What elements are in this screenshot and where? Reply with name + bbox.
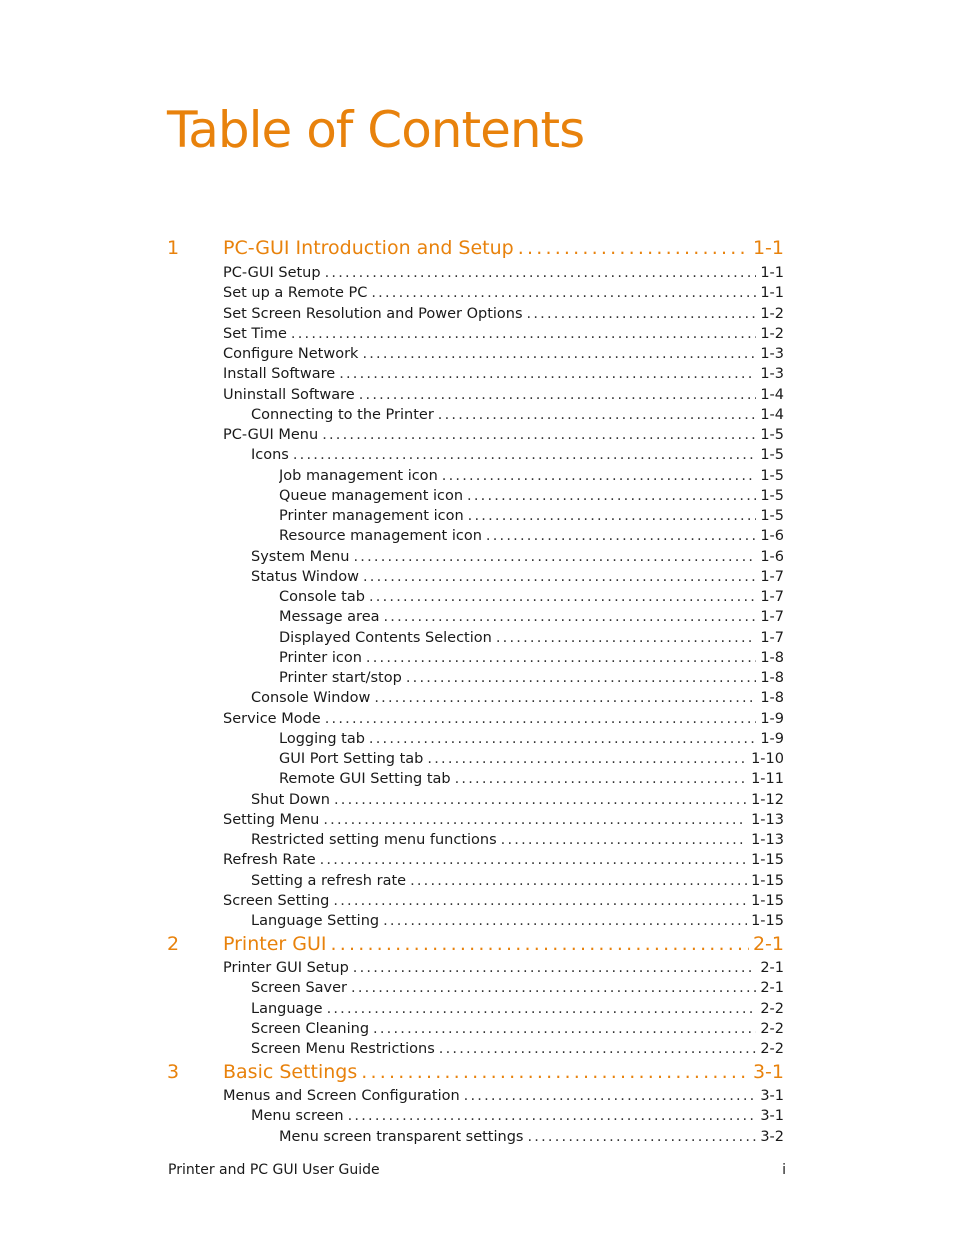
toc-entry[interactable]	[279, 769, 784, 789]
entry-page: 1-5	[760, 508, 784, 524]
entry-page: 1-15	[751, 852, 784, 869]
toc-entry[interactable]	[223, 425, 784, 445]
entry-title: Setting Menu	[223, 811, 320, 828]
entry-title: Set Screen Resolution and Power Options	[223, 305, 523, 322]
footer-page-number: i	[782, 1162, 786, 1178]
dot-leader	[406, 668, 756, 688]
entry-page: 1-4	[760, 406, 784, 423]
entry-title: Printer GUI Setup	[223, 960, 349, 976]
dot-leader	[327, 999, 757, 1019]
dot-leader	[366, 648, 756, 668]
toc-entry[interactable]	[223, 850, 784, 870]
dot-leader	[320, 850, 747, 870]
entry-title: Setting a refresh rate	[251, 872, 407, 889]
entry-title: Resource management icon	[279, 528, 482, 545]
page-title: Table of Contents	[167, 101, 585, 159]
dot-leader	[464, 1086, 757, 1106]
entry-title: Console Window	[251, 690, 371, 707]
chapter-number: 2	[167, 933, 180, 955]
entry-title: Icons	[251, 447, 289, 464]
chapter-link[interactable]	[223, 1059, 784, 1085]
dot-leader	[334, 790, 747, 810]
toc-entry[interactable]	[279, 526, 784, 546]
chapter-number: 1	[167, 237, 180, 259]
entry-title: Set Time	[223, 325, 287, 342]
entry-page: 1-9	[760, 710, 784, 727]
entry-page: 1-8	[760, 649, 784, 666]
chapter-page: 3-1	[752, 1061, 784, 1083]
toc-entry[interactable]	[223, 385, 784, 405]
dot-leader	[427, 749, 747, 769]
dot-leader	[339, 364, 756, 384]
toc-entry[interactable]	[223, 891, 784, 911]
entry-page: 1-7	[760, 609, 784, 626]
entry-page: 3-1	[760, 1108, 784, 1125]
entry-page: 1-2	[760, 325, 784, 342]
entry-page: 3-1	[760, 1088, 784, 1104]
chapter-title: PC-GUI Introduction and Setup	[223, 237, 514, 259]
toc-entry[interactable]	[223, 283, 784, 303]
entry-page: 1-13	[751, 811, 784, 828]
entry-title: Set up a Remote PC	[223, 285, 368, 302]
entry-page: 1-5	[760, 427, 784, 443]
toc-entry[interactable]	[279, 466, 784, 486]
toc-entry[interactable]	[251, 1106, 784, 1126]
entry-title: Message area	[279, 609, 380, 626]
toc-entry[interactable]	[251, 567, 784, 587]
toc-entry[interactable]	[251, 405, 784, 425]
entry-title: Menu screen	[251, 1108, 344, 1125]
entry-page: 1-8	[760, 690, 784, 707]
entry-page: 1-4	[760, 386, 784, 403]
entry-page: 2-2	[760, 1020, 784, 1037]
dot-leader	[383, 911, 747, 931]
entry-page: 1-15	[751, 892, 784, 909]
chapter-link[interactable]	[223, 235, 784, 261]
toc-entry[interactable]	[279, 607, 784, 627]
entry-page: 1-12	[751, 791, 784, 808]
dot-leader	[374, 688, 756, 708]
entry-title: GUI Port Setting tab	[279, 751, 424, 767]
entry-page: 1-5	[760, 467, 784, 484]
dot-leader	[527, 304, 757, 324]
dot-leader	[325, 263, 757, 283]
dot-leader	[353, 958, 757, 978]
toc-entry[interactable]	[223, 1086, 784, 1106]
entry-title: Language Setting	[251, 913, 380, 929]
toc-entry[interactable]	[251, 790, 784, 810]
entry-title: Screen Menu Restrictions	[251, 1041, 435, 1057]
chapter-title: Basic Settings	[223, 1061, 358, 1083]
toc-entry[interactable]	[279, 729, 784, 749]
entry-title: Job management icon	[279, 467, 438, 484]
toc-entry[interactable]	[223, 810, 784, 830]
chapter-page: 1-1	[752, 237, 784, 259]
footer-title: Printer and PC GUI User Guide	[168, 1162, 380, 1178]
entry-page: 1-3	[760, 366, 784, 383]
dot-leader	[439, 1039, 757, 1059]
dot-leader	[410, 871, 747, 891]
toc-entry[interactable]	[223, 263, 784, 283]
dot-leader	[373, 1019, 756, 1039]
entry-page: 1-3	[760, 346, 784, 362]
entry-title: Printer management icon	[279, 508, 464, 524]
chapter-title: Printer GUI	[223, 933, 327, 955]
dot-leader	[362, 344, 756, 364]
toc-entry[interactable]	[251, 830, 784, 850]
entry-title: Install Software	[223, 366, 336, 383]
dot-leader	[496, 628, 756, 648]
toc-entry[interactable]	[251, 688, 784, 708]
chapter-page: 2-1	[752, 933, 784, 955]
dot-leader	[330, 931, 748, 957]
chapter-link[interactable]	[223, 931, 784, 957]
dot-leader	[359, 385, 757, 405]
entry-title: Printer start/stop	[279, 670, 402, 686]
entry-title: Status Window	[251, 568, 359, 585]
dot-leader	[363, 567, 756, 587]
entry-page: 1-1	[760, 285, 784, 302]
dot-leader	[333, 891, 747, 911]
entry-page: 1-11	[751, 771, 784, 788]
dot-leader	[442, 466, 757, 486]
entry-page: 1-5	[760, 487, 784, 504]
dot-leader	[467, 486, 756, 506]
toc-entry[interactable]	[279, 486, 784, 506]
toc-entry[interactable]	[279, 1127, 784, 1147]
dot-leader	[354, 547, 757, 567]
dot-leader	[455, 769, 747, 789]
entry-title: PC-GUI Menu	[223, 427, 319, 443]
entry-title: Uninstall Software	[223, 386, 355, 403]
toc-entry[interactable]	[279, 668, 784, 688]
entry-page: 1-6	[760, 528, 784, 545]
entry-page: 1-7	[760, 629, 784, 646]
entry-title: Displayed Contents Selection	[279, 629, 492, 646]
entry-page: 2-2	[760, 1000, 784, 1017]
toc-entry[interactable]	[251, 1039, 784, 1059]
toc-entry[interactable]	[251, 911, 784, 931]
dot-leader	[371, 283, 756, 303]
dot-leader	[361, 1059, 749, 1085]
dot-leader	[527, 1127, 756, 1147]
entry-title: System Menu	[251, 548, 350, 565]
entry-page: 1-15	[751, 913, 784, 929]
toc-entry[interactable]	[251, 1019, 784, 1039]
toc-entry[interactable]	[223, 364, 784, 384]
entry-title: Remote GUI Setting tab	[279, 771, 451, 788]
entry-page: 1-9	[760, 730, 784, 747]
entry-title: Printer icon	[279, 649, 362, 666]
chapter-number: 3	[167, 1061, 180, 1083]
toc-entry[interactable]	[279, 648, 784, 668]
entry-title: PC-GUI Setup	[223, 265, 321, 281]
toc-entry[interactable]	[223, 344, 784, 364]
entry-page: 3-2	[760, 1128, 784, 1145]
dot-leader	[384, 607, 757, 627]
dot-leader	[369, 729, 756, 749]
entry-page: 1-6	[760, 548, 784, 565]
toc-entry[interactable]	[223, 304, 784, 324]
dot-leader	[322, 425, 756, 445]
toc-entry[interactable]	[223, 958, 784, 978]
entry-page: 1-13	[751, 832, 784, 848]
entry-title: Configure Network	[223, 346, 359, 362]
entry-title: Screen Cleaning	[251, 1020, 370, 1037]
dot-leader	[293, 445, 756, 465]
entry-title: Console tab	[279, 589, 365, 605]
dot-leader	[369, 587, 756, 607]
dot-leader	[291, 324, 756, 344]
dot-leader	[468, 506, 757, 526]
entry-title: Shut Down	[251, 791, 330, 808]
entry-page: 2-2	[760, 1041, 784, 1057]
entry-page: 1-5	[760, 447, 784, 464]
entry-page: 1-15	[751, 872, 784, 889]
toc-entry[interactable]	[223, 709, 784, 729]
entry-title: Queue management icon	[279, 487, 464, 504]
dot-leader	[518, 235, 749, 261]
entry-page: 1-7	[760, 568, 784, 585]
entry-title: Screen Saver	[251, 980, 348, 997]
toc-entry[interactable]	[279, 506, 784, 526]
dot-leader	[351, 978, 756, 998]
toc-entry[interactable]	[279, 749, 784, 769]
entry-title: Language	[251, 1000, 323, 1017]
toc-entry[interactable]	[251, 547, 784, 567]
dot-leader	[486, 526, 756, 546]
toc-entry[interactable]	[251, 871, 784, 891]
toc-entry[interactable]	[251, 978, 784, 998]
entry-page: 1-1	[760, 265, 784, 281]
entry-page: 2-1	[760, 960, 784, 976]
entry-title: Refresh Rate	[223, 852, 316, 869]
dot-leader	[348, 1106, 757, 1126]
dot-leader	[501, 830, 747, 850]
entry-title: Menus and Screen Configuration	[223, 1088, 460, 1104]
dot-leader	[325, 709, 757, 729]
entry-title: Menu screen transparent settings	[279, 1128, 524, 1145]
toc-entry[interactable]	[279, 628, 784, 648]
entry-page: 2-1	[760, 980, 784, 997]
entry-page: 1-8	[760, 670, 784, 686]
entry-title: Connecting to the Printer	[251, 406, 434, 423]
entry-page: 1-10	[751, 751, 784, 767]
entry-title: Restricted setting menu functions	[251, 832, 497, 848]
dot-leader	[323, 810, 747, 830]
entry-title: Logging tab	[279, 730, 365, 747]
dot-leader	[438, 405, 757, 425]
toc-entry[interactable]	[251, 445, 784, 465]
entry-page: 1-7	[760, 589, 784, 605]
entry-title: Service Mode	[223, 710, 321, 727]
toc-entry[interactable]	[251, 999, 784, 1019]
toc-entry[interactable]	[223, 324, 784, 344]
toc-entry[interactable]	[279, 587, 784, 607]
entry-page: 1-2	[760, 305, 784, 322]
entry-title: Screen Setting	[223, 892, 330, 909]
